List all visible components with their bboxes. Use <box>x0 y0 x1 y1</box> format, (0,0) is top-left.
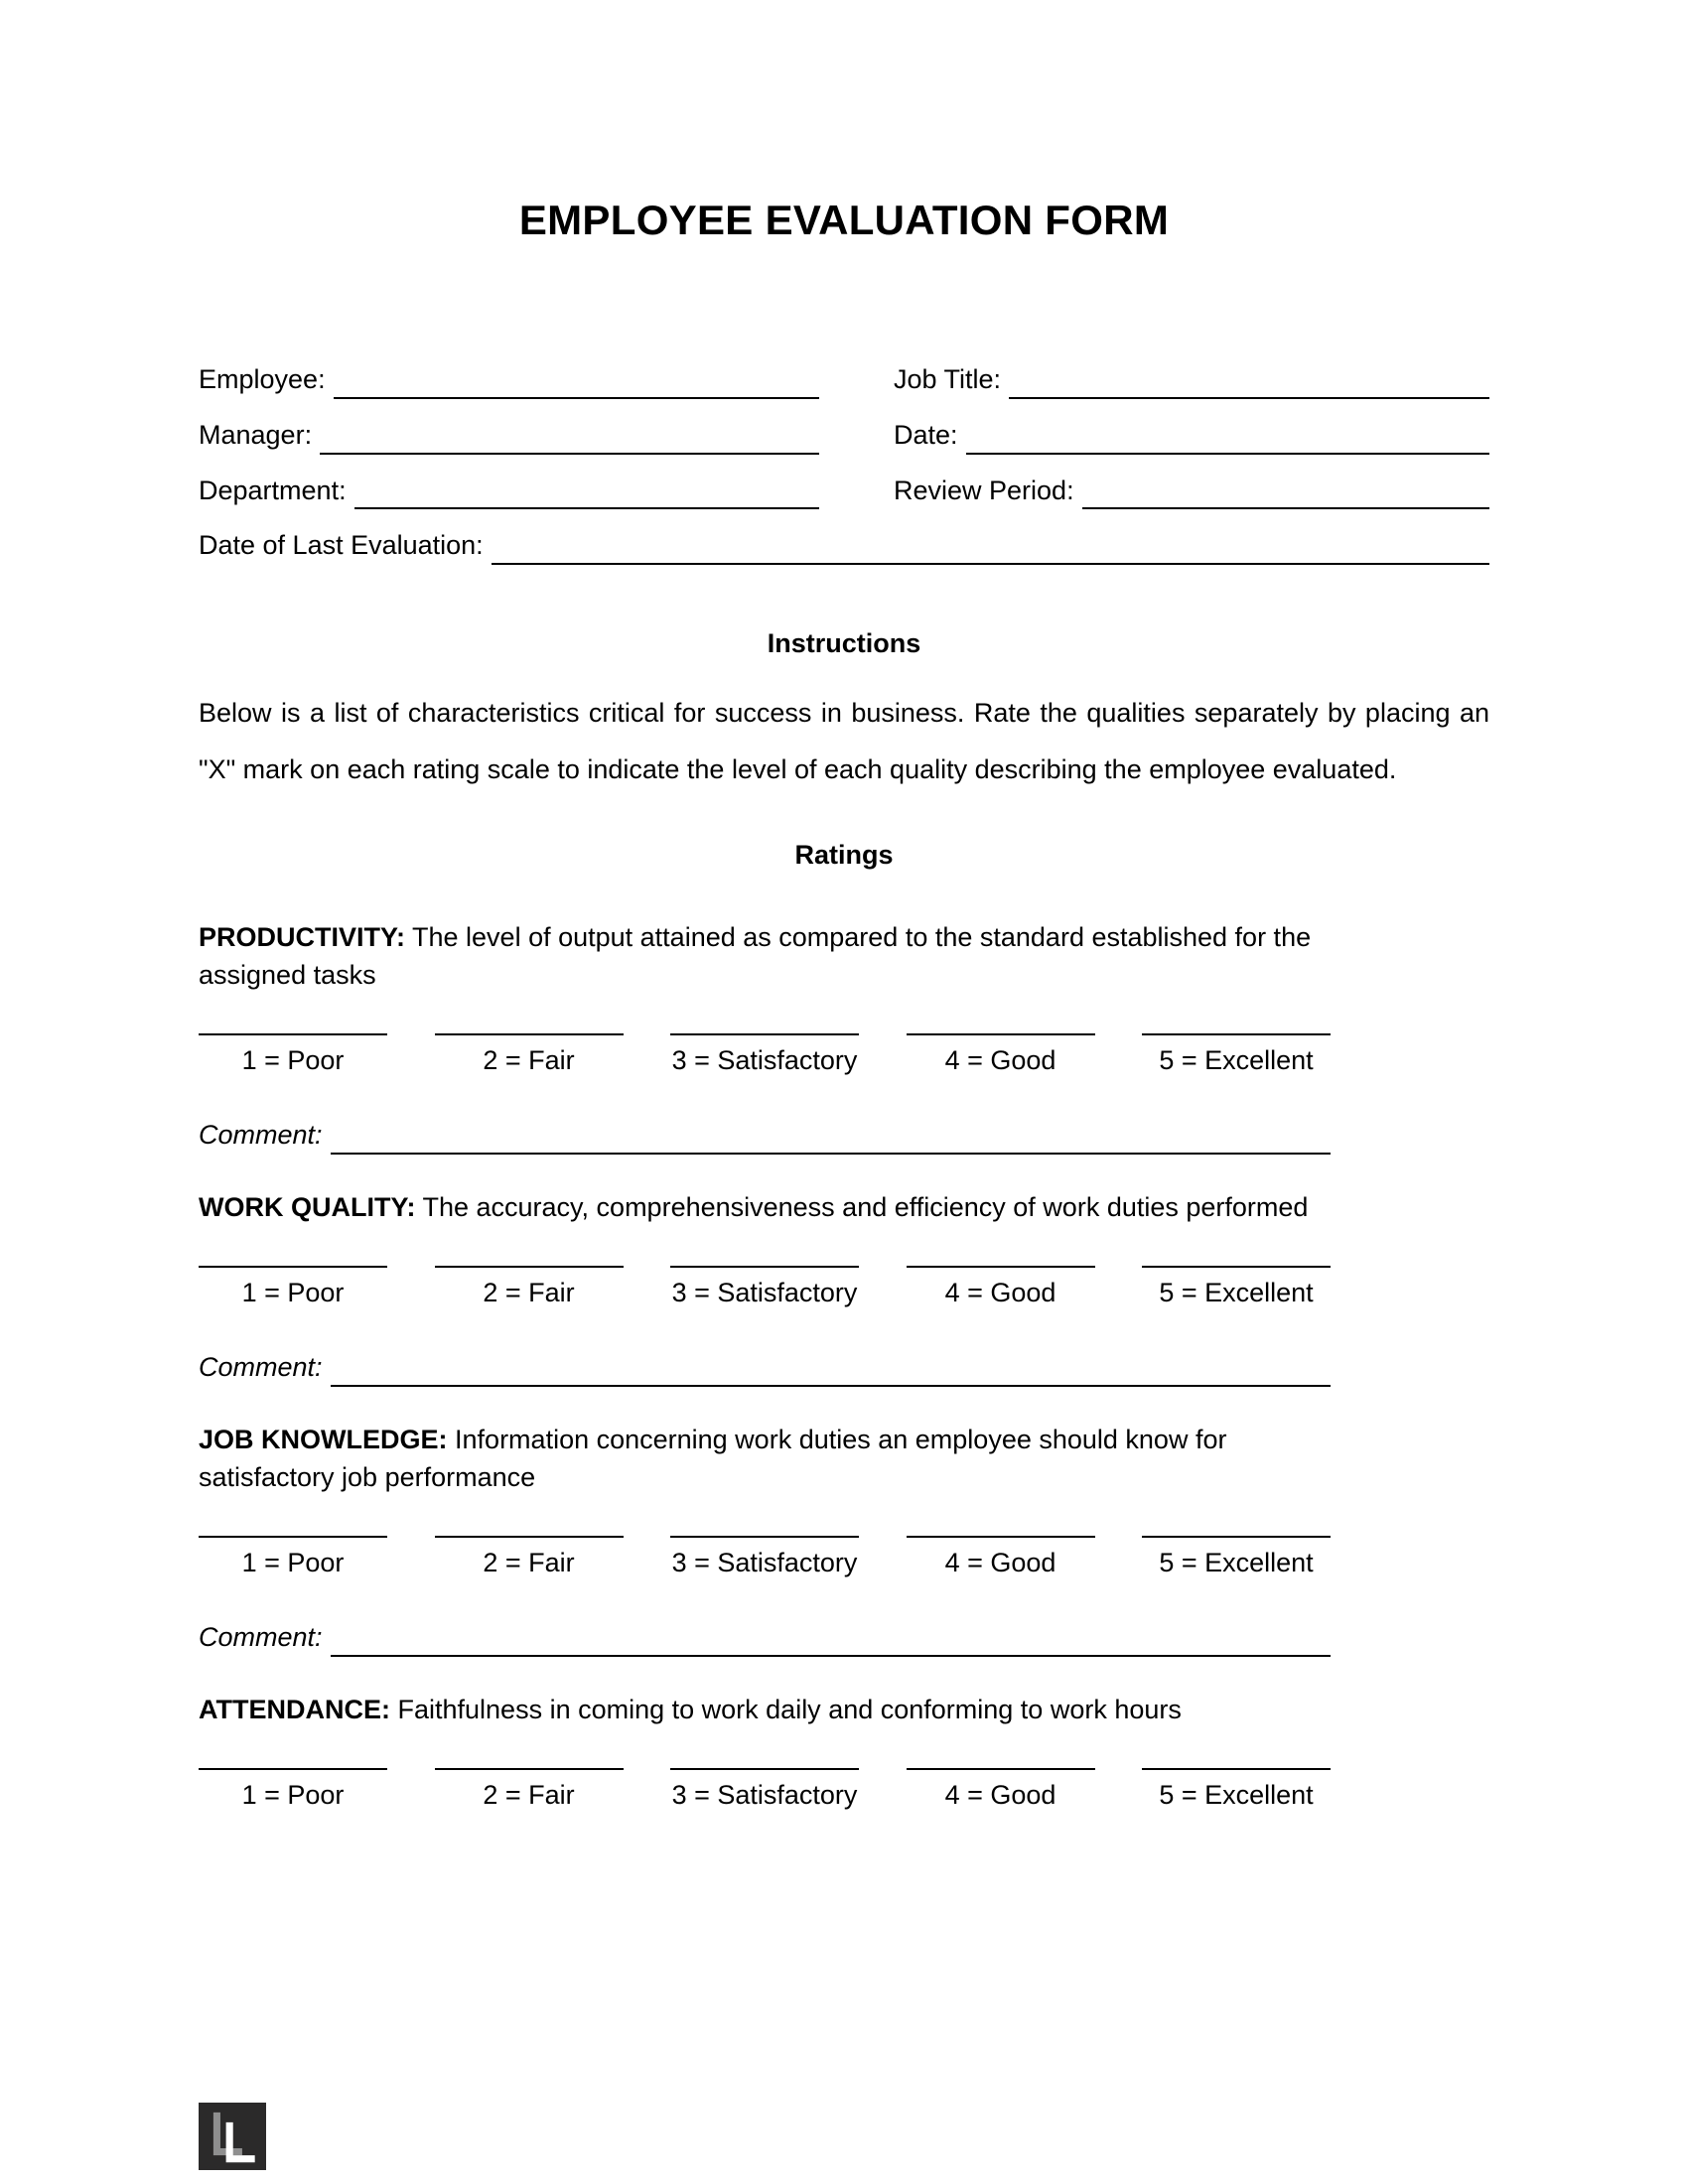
rating-name: WORK QUALITY: <box>199 1191 416 1222</box>
rating-description: Information concerning work duties an employee should know for satisfactory job performance <box>199 1424 1227 1492</box>
scale-label: 4 = Good <box>944 1547 1056 1577</box>
scale-label: 1 = Poor <box>241 1277 345 1307</box>
legal-templates-logo <box>199 2103 266 2170</box>
scale-option-poor <box>199 1768 387 1814</box>
scale-label: 2 = Fair <box>483 1779 575 1810</box>
scale-mark-line[interactable] <box>907 1536 1095 1538</box>
field-department <box>199 473 819 510</box>
department-label: Department: <box>199 475 347 505</box>
scale-label: 5 = Excellent <box>1159 1045 1314 1076</box>
field-job-title <box>894 361 1489 399</box>
scale-label: 2 = Fair <box>483 1277 575 1307</box>
scale-option-poor <box>199 1536 387 1581</box>
instructions-heading: Instructions <box>767 628 921 659</box>
scale-mark-line[interactable] <box>907 1266 1095 1268</box>
comment-row <box>199 1117 1331 1155</box>
scale-label: 2 = Fair <box>483 1045 575 1076</box>
scale-option-fair <box>435 1033 624 1079</box>
scale-label: 3 = Satisfactory <box>671 1779 858 1810</box>
manager-label: Manager: <box>199 419 313 450</box>
ratings-heading: Ratings <box>794 840 894 871</box>
scale-mark-line[interactable] <box>199 1033 387 1035</box>
rating-text <box>199 1691 1331 1728</box>
scale-label: 3 = Satisfactory <box>671 1045 858 1076</box>
comment-blank-line[interactable] <box>331 1357 1331 1387</box>
scale-mark-line[interactable] <box>1142 1266 1331 1268</box>
scale-label: 1 = Poor <box>241 1045 345 1076</box>
date-of-last-evaluation-label: Date of Last Evaluation: <box>199 530 484 561</box>
scale-mark-line[interactable] <box>670 1536 859 1538</box>
scale-mark-line[interactable] <box>670 1768 859 1770</box>
scale-mark-line[interactable] <box>435 1768 624 1770</box>
rating-text <box>199 1421 1331 1496</box>
field-row <box>199 361 1489 399</box>
rating-text <box>199 1188 1331 1226</box>
scale-option-poor <box>199 1266 387 1311</box>
rating-name: ATTENDANCE: <box>199 1694 390 1724</box>
rating-scale <box>199 1768 1331 1814</box>
rating-description: Faithfulness in coming to work daily and conforming to work hours <box>397 1694 1182 1724</box>
field-row <box>199 473 1489 510</box>
field-date <box>894 417 1489 455</box>
scale-mark-line[interactable] <box>907 1033 1095 1035</box>
scale-option-good <box>907 1536 1095 1581</box>
scale-label: 5 = Excellent <box>1159 1277 1314 1307</box>
scale-label: 4 = Good <box>944 1779 1056 1810</box>
scale-option-poor <box>199 1033 387 1079</box>
comment-label: Comment: <box>199 1621 323 1652</box>
field-review-period <box>894 473 1489 510</box>
field-employee <box>199 361 819 399</box>
review-period-label: Review Period: <box>894 475 1074 505</box>
department-blank-line[interactable] <box>354 479 819 509</box>
scale-label: 3 = Satisfactory <box>671 1277 858 1307</box>
scale-mark-line[interactable] <box>670 1033 859 1035</box>
date-label: Date: <box>894 419 958 450</box>
scale-option-excellent <box>1142 1033 1331 1079</box>
review-period-blank-line[interactable] <box>1082 479 1489 509</box>
rating-section-job-knowledge <box>199 1421 1331 1657</box>
date-of-last-evaluation-blank-line[interactable] <box>492 535 1489 565</box>
scale-option-excellent <box>1142 1768 1331 1814</box>
rating-name: JOB KNOWLEDGE: <box>199 1424 448 1454</box>
header-fields <box>199 361 1489 565</box>
employee-label: Employee: <box>199 364 326 394</box>
rating-scale <box>199 1536 1331 1581</box>
rating-text <box>199 918 1331 994</box>
rating-description: The level of output attained as compared to the standard established for the assigned tasks <box>199 922 1312 991</box>
scale-label: 5 = Excellent <box>1159 1779 1314 1810</box>
scale-option-satisfactory <box>670 1536 859 1581</box>
comment-blank-line[interactable] <box>331 1125 1331 1155</box>
rating-scale <box>199 1266 1331 1311</box>
scale-option-excellent <box>1142 1266 1331 1311</box>
scale-mark-line[interactable] <box>435 1033 624 1035</box>
scale-option-good <box>907 1768 1095 1814</box>
date-blank-line[interactable] <box>966 425 1489 455</box>
rating-description: The accuracy, comprehensiveness and efficiency of work duties performed <box>422 1191 1309 1222</box>
job-title-blank-line[interactable] <box>1009 369 1489 399</box>
scale-mark-line[interactable] <box>907 1768 1095 1770</box>
logo-icon <box>199 2103 266 2170</box>
comment-row <box>199 1619 1331 1657</box>
scale-option-excellent <box>1142 1536 1331 1581</box>
scale-option-good <box>907 1033 1095 1079</box>
scale-label: 4 = Good <box>944 1045 1056 1076</box>
scale-option-satisfactory <box>670 1266 859 1311</box>
scale-mark-line[interactable] <box>435 1266 624 1268</box>
comment-label: Comment: <box>199 1120 323 1151</box>
scale-label: 2 = Fair <box>483 1547 575 1577</box>
field-date-of-last-evaluation <box>199 527 1489 565</box>
page-title: EMPLOYEE EVALUATION FORM <box>518 197 1170 243</box>
field-row <box>199 417 1489 455</box>
scale-mark-line[interactable] <box>435 1536 624 1538</box>
scale-mark-line[interactable] <box>1142 1536 1331 1538</box>
scale-option-fair <box>435 1768 624 1814</box>
scale-mark-line[interactable] <box>670 1266 859 1268</box>
scale-label: 3 = Satisfactory <box>671 1547 858 1577</box>
scale-label: 1 = Poor <box>241 1547 345 1577</box>
scale-option-satisfactory <box>670 1033 859 1079</box>
manager-blank-line[interactable] <box>320 425 819 455</box>
scale-option-fair <box>435 1536 624 1581</box>
field-manager <box>199 417 819 455</box>
rating-section-attendance <box>199 1691 1331 1814</box>
scale-mark-line[interactable] <box>199 1536 387 1538</box>
scale-option-satisfactory <box>670 1768 859 1814</box>
job-title-label: Job Title: <box>894 364 1002 394</box>
scale-label: 4 = Good <box>944 1277 1056 1307</box>
rating-name: PRODUCTIVITY: <box>199 922 405 953</box>
rating-section-work-quality <box>199 1188 1331 1387</box>
comment-blank-line[interactable] <box>331 1627 1331 1657</box>
rating-section-productivity <box>199 918 1331 1155</box>
scale-option-fair <box>435 1266 624 1311</box>
comment-row <box>199 1349 1331 1387</box>
scale-mark-line[interactable] <box>199 1266 387 1268</box>
scale-mark-line[interactable] <box>1142 1768 1331 1770</box>
employee-blank-line[interactable] <box>334 369 819 399</box>
instructions-body: Below is a list of characteristics critical for success in business. Rate the qualities separately by placing an "X" mark on each rating scale to indicate the level of each quality describing the employee evaluated. <box>199 698 1489 785</box>
scale-mark-line[interactable] <box>1142 1033 1331 1035</box>
rating-scale <box>199 1033 1331 1079</box>
scale-label: 1 = Poor <box>241 1779 345 1810</box>
scale-mark-line[interactable] <box>199 1768 387 1770</box>
scale-label: 5 = Excellent <box>1159 1547 1314 1577</box>
scale-option-good <box>907 1266 1095 1311</box>
comment-label: Comment: <box>199 1351 323 1382</box>
